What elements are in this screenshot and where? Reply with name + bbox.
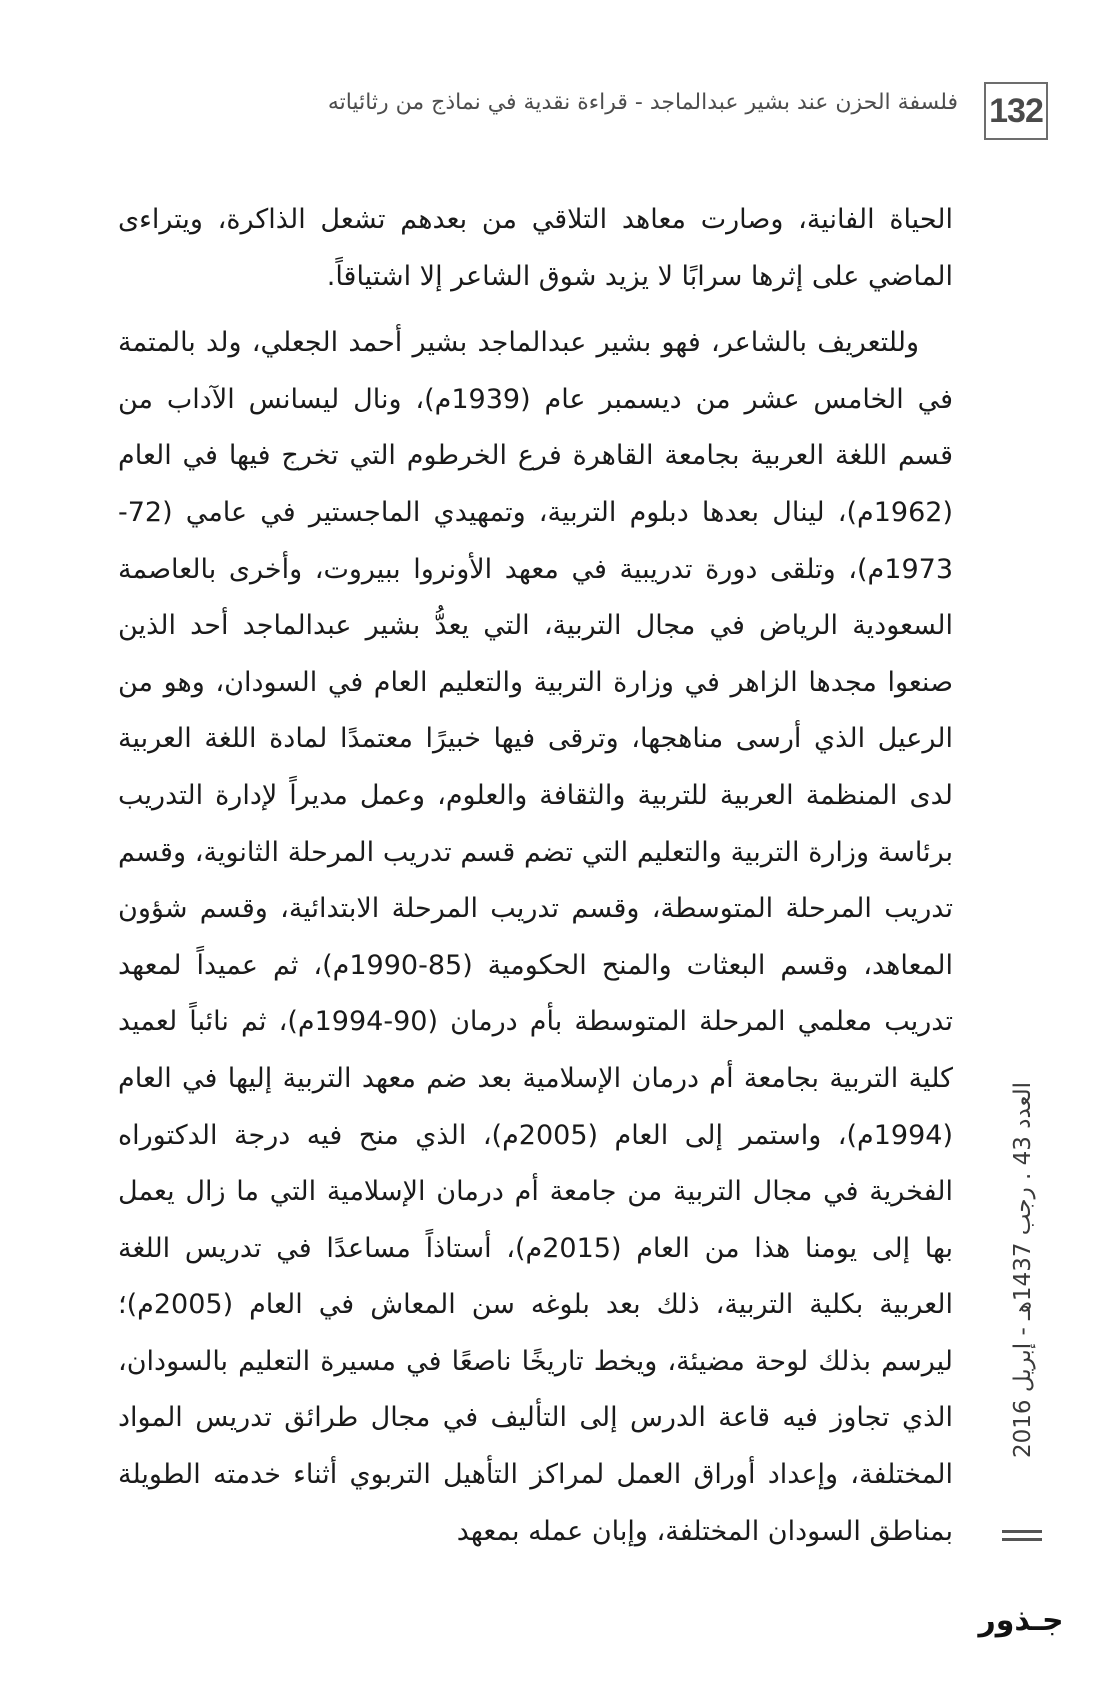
paragraph-2: وللتعريف بالشاعر، فهو بشير عبدالماجد بشير أحمد الجعلي، ولد بالمتمة في الخامس عشر من ديسمبر عام (1939م)، ونال ليسانس الآداب من قسم اللغة العربية بجامعة القاهرة فرع الخرطوم التي تخرج فيها في العام (1962م)، لينال بعدها دبلوم التربية، وتمهيدي الماجستير في عامي (72-1973م)، وتلقى دورة تدريبية في معهد الأونروا ببيروت، وأخرى بالعاصمة السعودية الرياض في مجال التربية، التي يعدُّ بشير عبدالماجد أحد الذين صنعوا مجدها الزاهر في وزارة التربية والتعليم العام في السودان، وهو من الرعيل الذي أرسى مناهجها، وترقى فيها خبيرًا معتمدًا لمادة اللغة العربية لدى المنظمة العربية للتربية والثقافة والعلوم، وعمل مديراً لإدارة التدريب برئاسة وزارة التربية والتعليم التي تضم قسم تدريب المرحلة الثانوية، وقسم تدريب المرحلة المتوسطة، وقسم تدريب المرحلة الابتدائية، وقسم شؤون المعاهد، وقسم البعثات والمنح الحكومية (85-1990م)، ثم عميداً لمعهد تدريب معلمي المرحلة المتوسطة بأم درمان (90-1994م)، ثم نائباً لعميد كلية التربية بجامعة أم درمان الإسلامية بعد ضم معهد التربية إليها في العام (1994م)، واستمر إلى العام (2005م)، الذي منح فيه درجة الدكتوراه الفخرية في مجال التربية من جامعة أم درمان الإسلامية التي ما زال يعمل بها إلى يومنا هذا من العام (2015م)، أستاذاً مساعدًا في تدريس اللغة العربية بكلية التربية، ذلك بعد بلوغه سن المعاش في العام (2005م)؛ ليرسم بذلك لوحة مضيئة، ويخط تاريخًا ناصعًا في مسيرة التعليم بالسودان، الذي تجاوز فيه قاعة الدرس إلى التأليف في مجال طرائق تدريس المواد المختلفة، وإعداد أوراق العمل لمراكز التأهيل التربوي أثناء خدمته الطويلة بمناطق السودان المختلفة، وإبان عمله بمعهد bbox=[118, 327, 953, 1547]
paragraph-1: الحياة الفانية، وصارت معاهد التلاقي من بعدهم تشعل الذاكرة، ويتراءى الماضي على إثرها سرابًا لا يزيد شوق الشاعر إلا اشتياقاً. bbox=[118, 204, 953, 292]
running-title: فلسفة الحزن عند بشير عبدالماجد - قراءة نقدية في نماذج من رثائياته bbox=[327, 90, 958, 115]
journal-logo: جـذور bbox=[978, 1602, 1064, 1638]
page-number: 132 bbox=[984, 82, 1048, 140]
article-body bbox=[118, 192, 953, 1652]
issue-info-text: العدد 43 . رجب 1437هـ - إبريل 2016 bbox=[1010, 1081, 1036, 1459]
divider bbox=[1002, 1538, 1042, 1541]
issue-info bbox=[1000, 1015, 1046, 1525]
divider bbox=[1002, 1530, 1042, 1533]
